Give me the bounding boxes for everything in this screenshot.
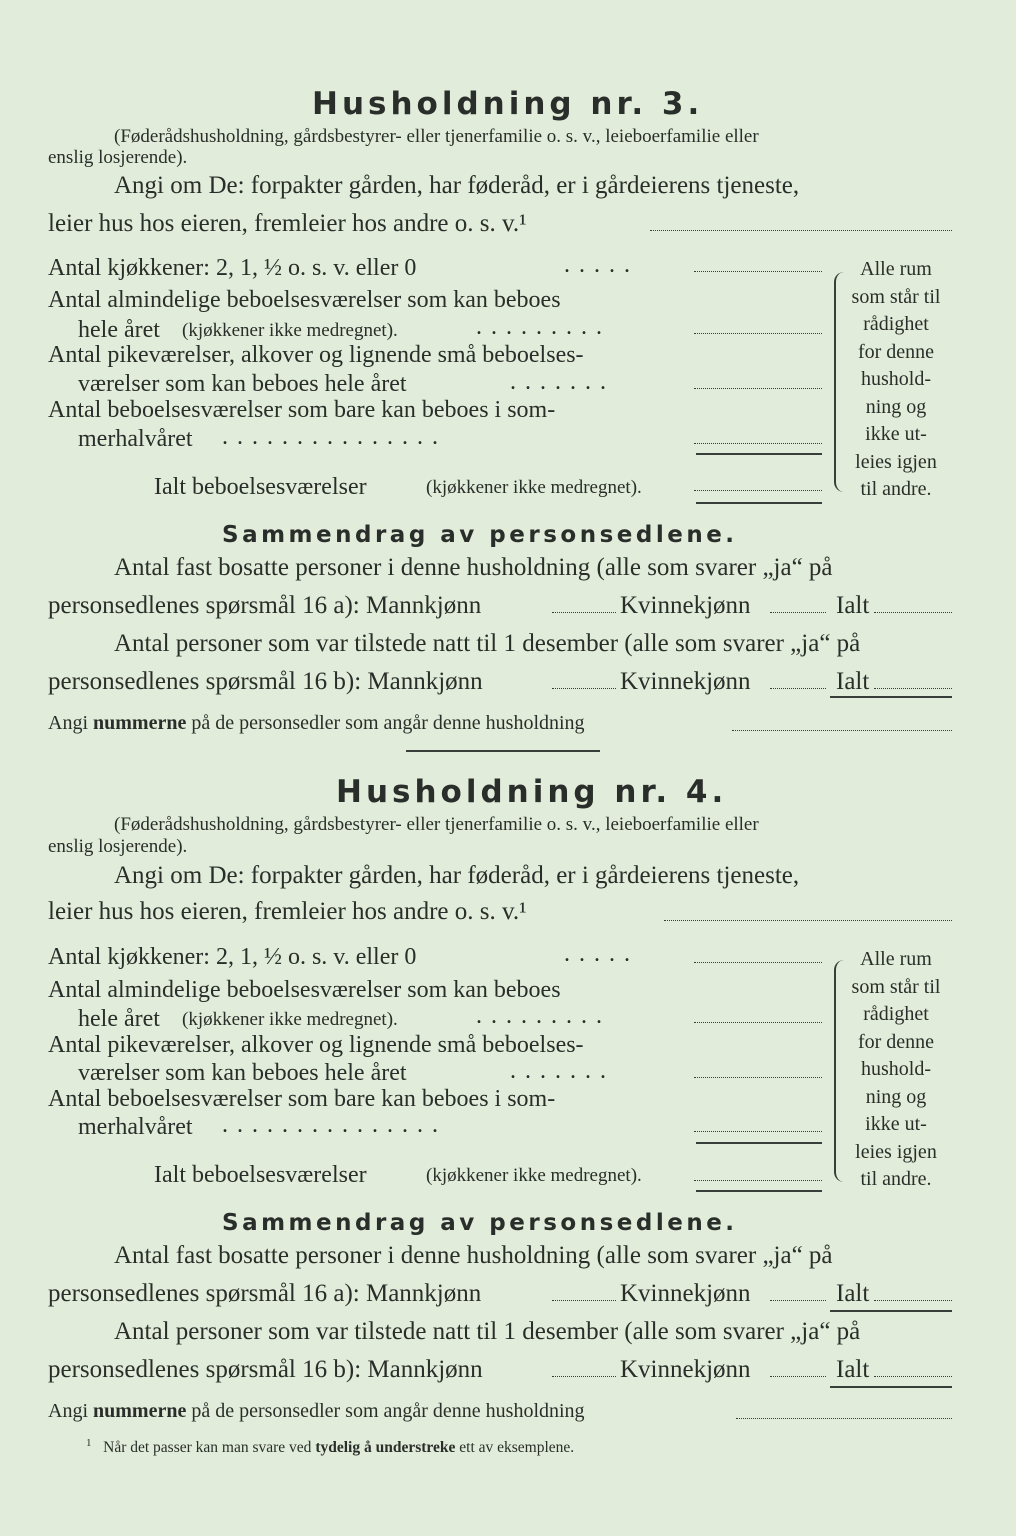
total-rooms-label: Ialt beboelsesværelser (154, 1162, 367, 1188)
total-rule (696, 1190, 822, 1192)
numbers-label-c: på de personsedler som angår denne husholdning (191, 1400, 585, 1422)
answer-field-ordinary-rooms[interactable] (694, 333, 822, 334)
answer-field-residents-female[interactable] (770, 1300, 826, 1301)
answer-field-numbers[interactable] (732, 730, 952, 731)
summer-rooms-label-cont: merhalvåret (78, 426, 193, 452)
answer-field-kitchens[interactable] (694, 962, 822, 963)
answer-field-maid-rooms[interactable] (694, 1077, 822, 1078)
total-rule (830, 696, 952, 698)
numbers-label-c: på de personsedler som angår denne husholdning (191, 712, 585, 734)
footnote-text-c: ett av eksemplene. (459, 1439, 575, 1457)
total-label: Ialt (836, 668, 870, 695)
numbers-label-a: Angi (48, 712, 88, 734)
side-note-line: leies igjen (855, 450, 937, 473)
female-label: Kvinnekjønn (620, 592, 751, 619)
maid-rooms-label: Antal pikeværelser, alkover og lignende små beboelses- (48, 342, 584, 368)
side-note-line: ikke ut- (865, 1113, 927, 1135)
answer-field-summer-rooms[interactable] (694, 1131, 822, 1132)
side-note-line: leies igjen (855, 1140, 937, 1163)
summer-rooms-label-cont: merhalvåret (78, 1114, 193, 1140)
summary-title: Sammendrag av personsedlene. (222, 522, 738, 548)
numbers-label-bold: nummerne (93, 712, 187, 734)
question-text-cont: leier hus hos eieren, fremleier hos andre o. s. v.¹ (48, 898, 527, 925)
answer-field-maid-rooms[interactable] (694, 388, 822, 389)
question-text: Angi om De: forpakter gården, har føderåd, er i gårdeierens tjeneste, (114, 172, 800, 199)
sum-rule (696, 453, 822, 455)
female-label: Kvinnekjønn (620, 1356, 751, 1383)
answer-field-total-rooms[interactable] (694, 490, 822, 491)
numbers-label (48, 712, 585, 735)
maid-rooms-label: Antal pikeværelser, alkover og lignende små beboelses- (48, 1032, 584, 1058)
household-note-cont: enslig losjerende). (48, 836, 188, 857)
total-rule (830, 1386, 952, 1388)
side-note (846, 256, 946, 504)
answer-field-kitchens[interactable] (694, 271, 822, 272)
brace (834, 272, 846, 492)
footnote-text-bold: tydelig å understreke (315, 1439, 456, 1457)
female-label: Kvinnekjønn (620, 668, 751, 695)
dot-leader: ............... (222, 424, 447, 450)
answer-field-present-female[interactable] (770, 1376, 826, 1377)
household-title: Husholdning nr. 3. (312, 86, 704, 122)
answer-field-ordinary-rooms[interactable] (694, 1022, 822, 1023)
dot-leader: ....... (510, 369, 615, 395)
answer-field-total-rooms[interactable] (694, 1180, 822, 1181)
residents-label: Antal fast bosatte personer i denne husholdning (alle som svarer „ja“ på (114, 1242, 833, 1269)
side-note-line: rådighet (863, 313, 929, 335)
side-note-line: Alle rum (860, 948, 932, 970)
answer-field-arrangement[interactable] (664, 920, 952, 921)
residents-question: personsedlenes spørsmål 16 a): Mannkjønn (48, 592, 482, 619)
dot-leader: ......... (476, 314, 611, 340)
total-label: Ialt (836, 1280, 870, 1307)
answer-field-residents-total[interactable] (874, 1300, 952, 1301)
dot-leader: ..... (564, 941, 639, 967)
dot-leader: ............... (222, 1112, 447, 1138)
ordinary-rooms-label-cont: hele året (78, 1006, 160, 1032)
household-note-cont: enslig losjerende). (48, 147, 188, 168)
side-note-line: Alle rum (860, 258, 932, 280)
maid-rooms-label-cont: værelser som kan beboes hele året (78, 1060, 407, 1086)
answer-field-present-male[interactable] (552, 688, 616, 689)
total-label: Ialt (836, 1356, 870, 1383)
answer-field-residents-male[interactable] (552, 1300, 616, 1301)
maid-rooms-label-cont: værelser som kan beboes hele året (78, 371, 407, 397)
answer-field-present-male[interactable] (552, 1376, 616, 1377)
answer-field-arrangement[interactable] (650, 230, 952, 231)
present-label: Antal personer som var tilstede natt til 1 desember (alle som svarer „ja“ på (114, 1318, 861, 1345)
side-note (846, 946, 946, 1194)
section-divider (406, 750, 600, 752)
footnote-mark: 1 (86, 1437, 92, 1449)
side-note-line: som står til (851, 975, 941, 998)
side-note-line: ning og (865, 1085, 927, 1108)
side-note-line: til andre. (860, 478, 932, 500)
ordinary-rooms-note: (kjøkkener ikke medregnet). (182, 1009, 398, 1030)
household-title: Husholdning nr. 4. (336, 774, 728, 810)
numbers-label-bold: nummerne (93, 1400, 187, 1422)
dot-leader: ..... (564, 252, 639, 278)
footnote (86, 1437, 574, 1457)
total-rule (696, 502, 822, 504)
answer-field-residents-female[interactable] (770, 612, 826, 613)
numbers-label-a: Angi (48, 1400, 88, 1422)
side-note-line: for denne (857, 340, 935, 363)
side-note-line: ikke ut- (865, 423, 927, 445)
answer-field-present-female[interactable] (770, 688, 826, 689)
ordinary-rooms-label: Antal almindelige beboelsesværelser som kan beboes (48, 977, 561, 1003)
household-note: (Føderådshusholdning, gårdsbestyrer- eller tjenerfamilie o. s. v., leieboerfamilie eller (114, 126, 759, 147)
summer-rooms-label: Antal beboelsesværelser som bare kan beboes i som- (48, 1086, 556, 1112)
side-note-line: rådighet (863, 1003, 929, 1025)
kitchens-label: Antal kjøkkener: 2, 1, ½ o. s. v. eller 0 (48, 255, 417, 281)
sum-rule (696, 1142, 822, 1144)
present-question: personsedlenes spørsmål 16 b): Mannkjønn (48, 668, 483, 695)
question-text-cont: leier hus hos eieren, fremleier hos andre o. s. v.¹ (48, 210, 527, 237)
answer-field-numbers[interactable] (736, 1418, 952, 1419)
side-note-line: for denne (857, 1030, 935, 1053)
ordinary-rooms-label-cont: hele året (78, 317, 160, 343)
answer-field-residents-male[interactable] (552, 612, 616, 613)
residents-question: personsedlenes spørsmål 16 a): Mannkjønn (48, 1280, 482, 1307)
numbers-label (48, 1400, 585, 1423)
female-label: Kvinnekjønn (620, 1280, 751, 1307)
summer-rooms-label: Antal beboelsesværelser som bare kan beboes i som- (48, 397, 556, 423)
ordinary-rooms-label: Antal almindelige beboelsesværelser som kan beboes (48, 287, 561, 313)
total-rooms-label: Ialt beboelsesværelser (154, 474, 367, 500)
answer-field-residents-total[interactable] (874, 612, 952, 613)
present-label: Antal personer som var tilstede natt til 1 desember (alle som svarer „ja“ på (114, 630, 861, 657)
footnote-text-a: Når det passer kan man svare ved (103, 1439, 312, 1457)
answer-field-present-total[interactable] (874, 1376, 952, 1377)
summary-title: Sammendrag av personsedlene. (222, 1210, 738, 1236)
side-note-line: til andre. (860, 1168, 932, 1190)
ordinary-rooms-note: (kjøkkener ikke medregnet). (182, 320, 398, 341)
answer-field-present-total[interactable] (874, 688, 952, 689)
residents-label: Antal fast bosatte personer i denne husholdning (alle som svarer „ja“ på (114, 554, 833, 581)
total-label: Ialt (836, 592, 870, 619)
total-rooms-note: (kjøkkener ikke medregnet). (426, 1165, 642, 1186)
question-text: Angi om De: forpakter gården, har føderåd, er i gårdeierens tjeneste, (114, 862, 800, 889)
side-note-line: hushold- (861, 1058, 931, 1080)
answer-field-summer-rooms[interactable] (694, 443, 822, 444)
side-note-line: som står til (851, 285, 941, 308)
dot-leader: ....... (510, 1058, 615, 1084)
total-rooms-note: (kjøkkener ikke medregnet). (426, 477, 642, 498)
side-note-line: ning og (865, 395, 927, 418)
kitchens-label: Antal kjøkkener: 2, 1, ½ o. s. v. eller 0 (48, 944, 417, 970)
brace (834, 960, 846, 1182)
present-question: personsedlenes spørsmål 16 b): Mannkjønn (48, 1356, 483, 1383)
dot-leader: ......... (476, 1003, 611, 1029)
household-note: (Føderådshusholdning, gårdsbestyrer- eller tjenerfamilie o. s. v., leieboerfamilie eller (114, 814, 759, 835)
total-rule (830, 1310, 952, 1312)
side-note-line: hushold- (861, 368, 931, 390)
